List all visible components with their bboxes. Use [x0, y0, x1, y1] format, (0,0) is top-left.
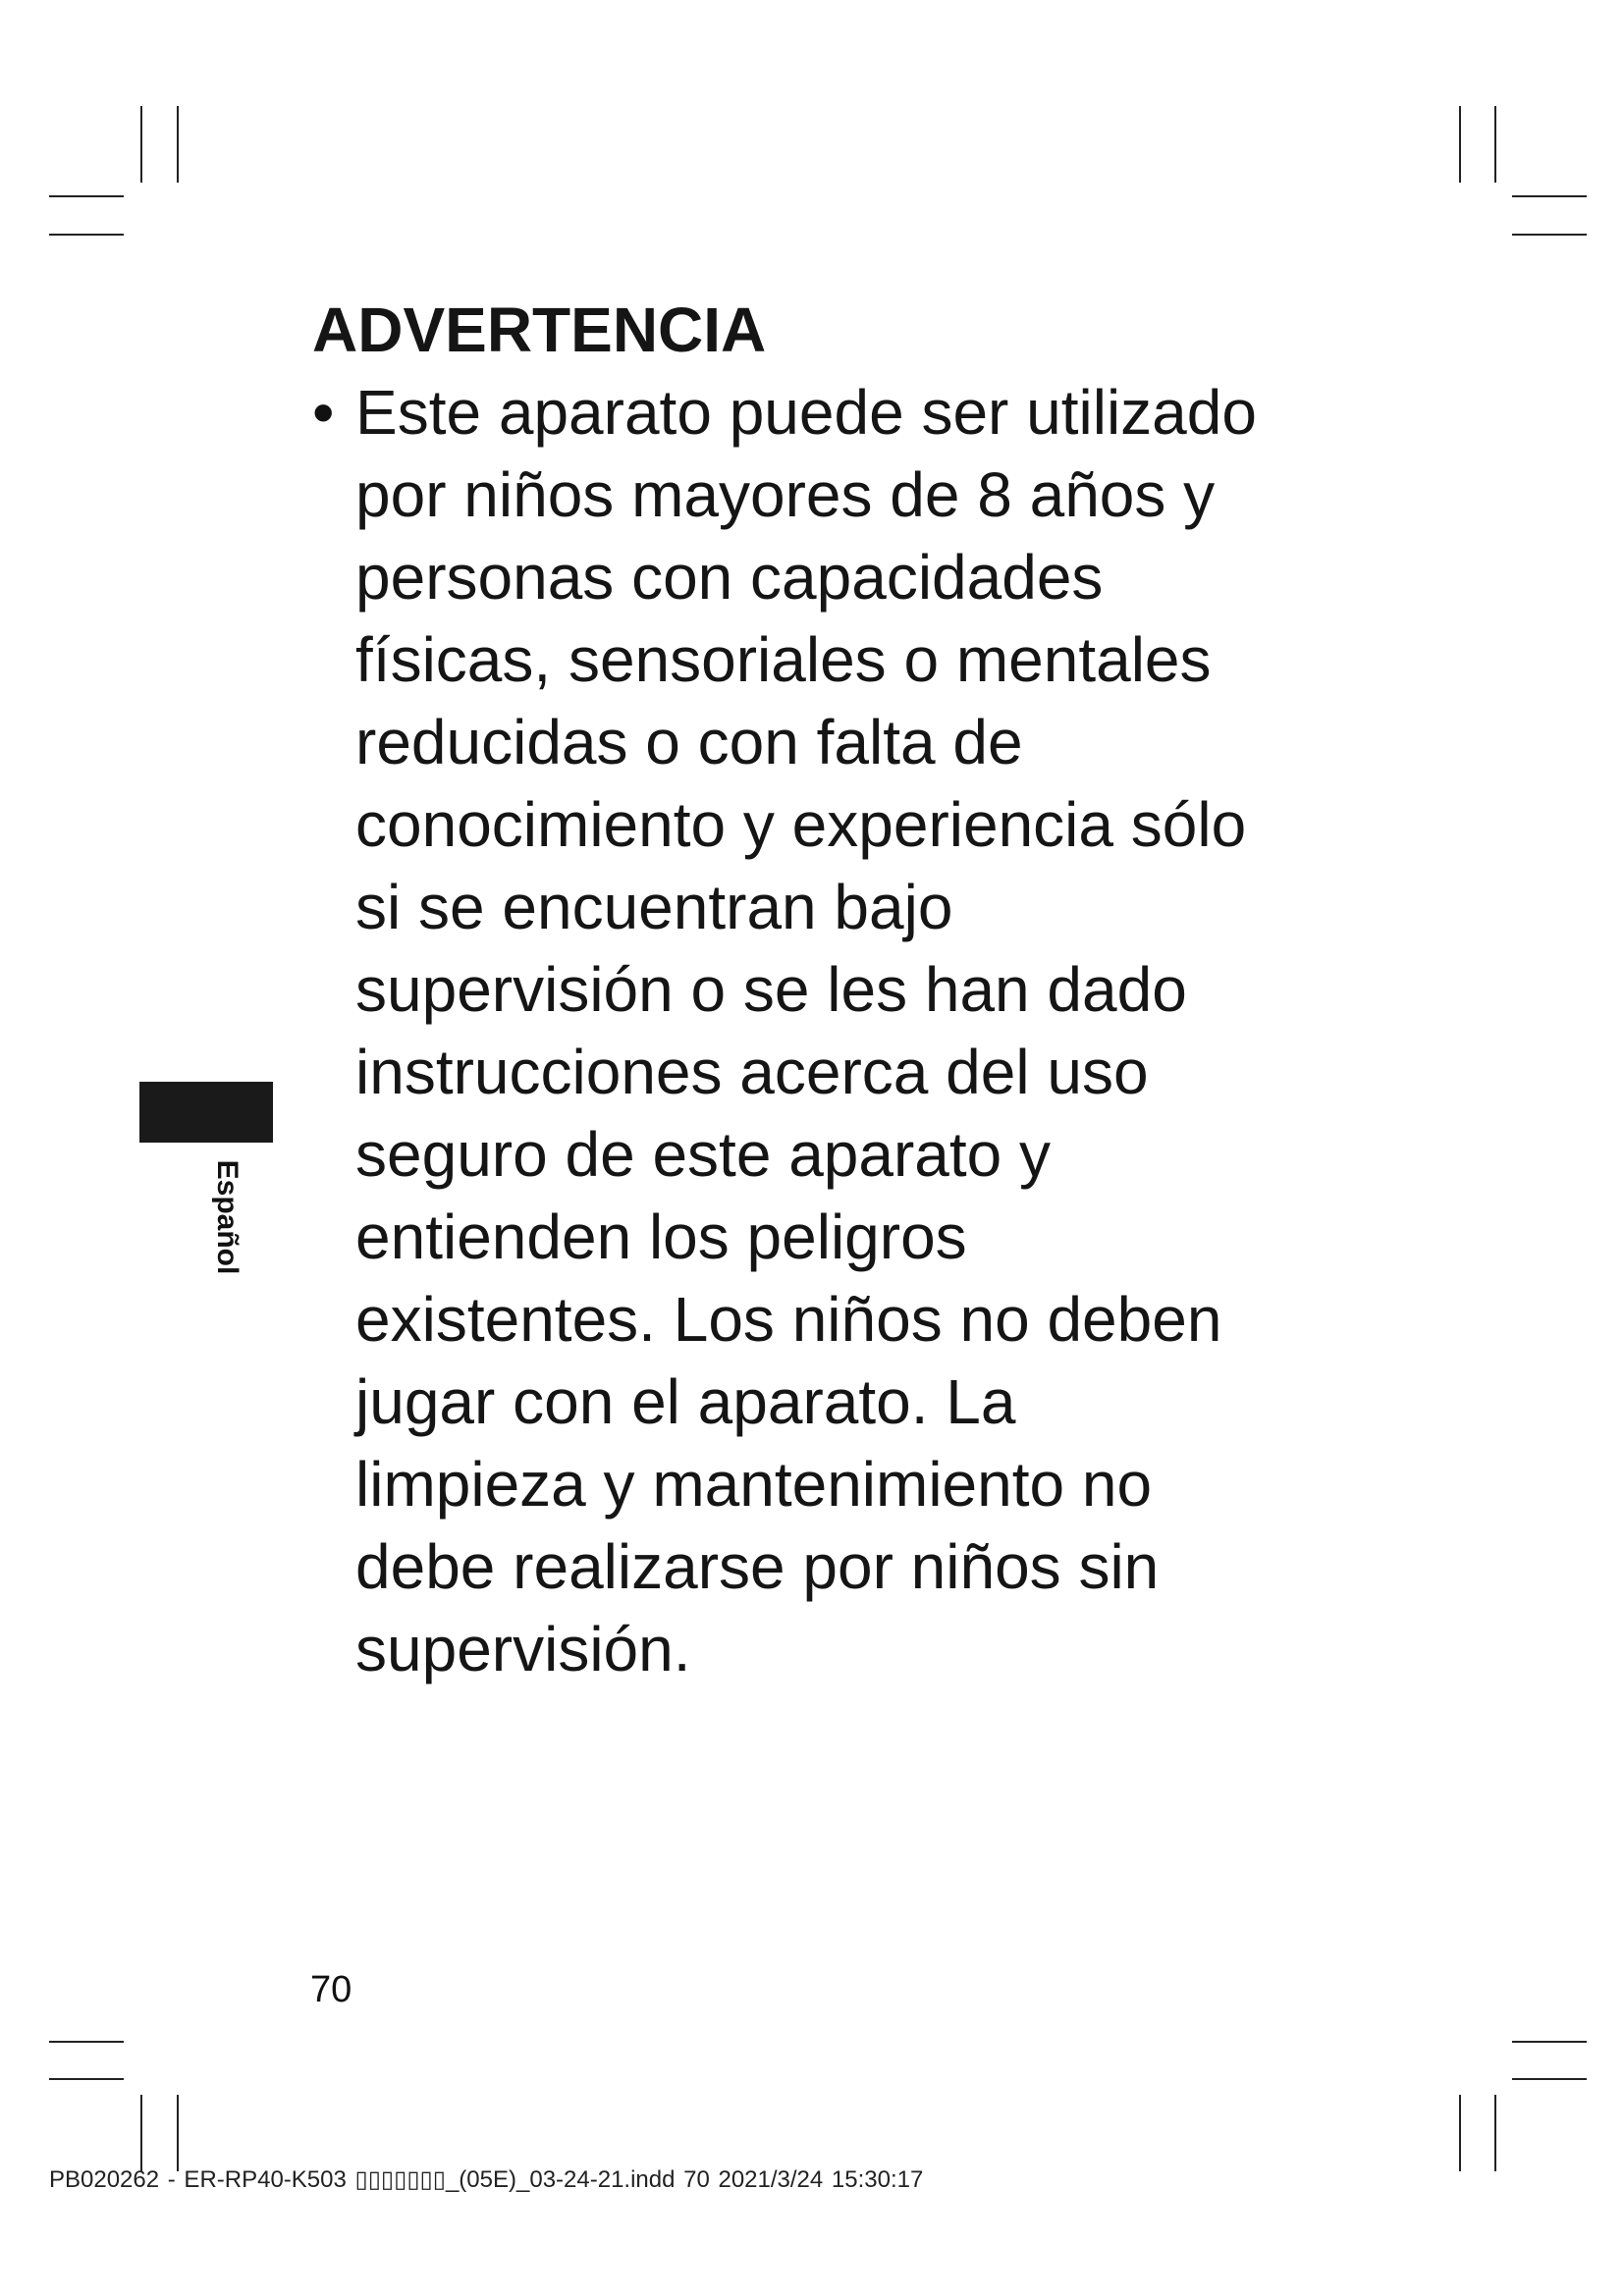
warning-line: jugar con el aparato. La — [355, 1366, 1016, 1437]
warning-line: si se encuentran bajo — [355, 872, 953, 942]
crop-mark — [49, 2041, 124, 2043]
crop-mark — [140, 106, 142, 183]
bullet-icon: • — [312, 377, 335, 448]
warning-section — [312, 293, 1353, 1690]
crop-mark — [140, 2095, 142, 2171]
warning-line: supervisión o se les han dado — [355, 954, 1187, 1025]
crop-mark — [177, 106, 179, 183]
warning-line: limpieza y mantenimiento no — [355, 1449, 1153, 1520]
warning-line: instrucciones acerca del uso — [355, 1037, 1149, 1107]
warning-line: existentes. Los niños no deben — [355, 1284, 1222, 1355]
page-number: 70 — [310, 1969, 352, 2010]
warning-heading: ADVERTENCIA — [312, 294, 767, 365]
crop-mark — [1494, 2095, 1496, 2171]
language-tab-marker — [139, 1082, 273, 1143]
warning-line: personas con capacidades — [355, 542, 1104, 613]
crop-mark — [49, 195, 124, 197]
warning-line: Este aparato puede ser utilizado — [355, 377, 1257, 448]
crop-mark — [1512, 234, 1587, 236]
crop-mark — [177, 2095, 179, 2171]
crop-mark — [49, 234, 124, 236]
warning-line: reducidas o con falta de — [355, 707, 1023, 777]
warning-line: entienden los peligros — [355, 1201, 967, 1272]
print-slug-footer: PB020262 - ER-RP40-K503 ▯▯▯▯▯▯▯_(05E)_03-24-21.indd 70 2021/3/24 15:30:17 — [49, 2166, 924, 2193]
warning-bullet-item — [312, 371, 1353, 1690]
crop-mark — [1512, 2078, 1587, 2080]
warning-line: conocimiento y experiencia sólo — [355, 789, 1247, 860]
crop-mark — [1459, 2095, 1461, 2171]
language-tab-label: Español — [211, 1159, 244, 1275]
crop-mark — [1512, 2041, 1587, 2043]
crop-mark — [1459, 106, 1461, 183]
warning-line: seguro de este aparato y — [355, 1119, 1052, 1190]
warning-line: debe realizarse por niños sin — [355, 1531, 1160, 1602]
warning-line: supervisión. — [355, 1614, 691, 1684]
crop-mark — [1494, 106, 1496, 183]
crop-mark — [1512, 195, 1587, 197]
warning-line: físicas, sensoriales o mentales — [355, 624, 1212, 695]
warning-line: por niños mayores de 8 años y — [355, 459, 1216, 530]
warning-text — [355, 371, 1353, 1690]
crop-mark — [49, 2078, 124, 2080]
